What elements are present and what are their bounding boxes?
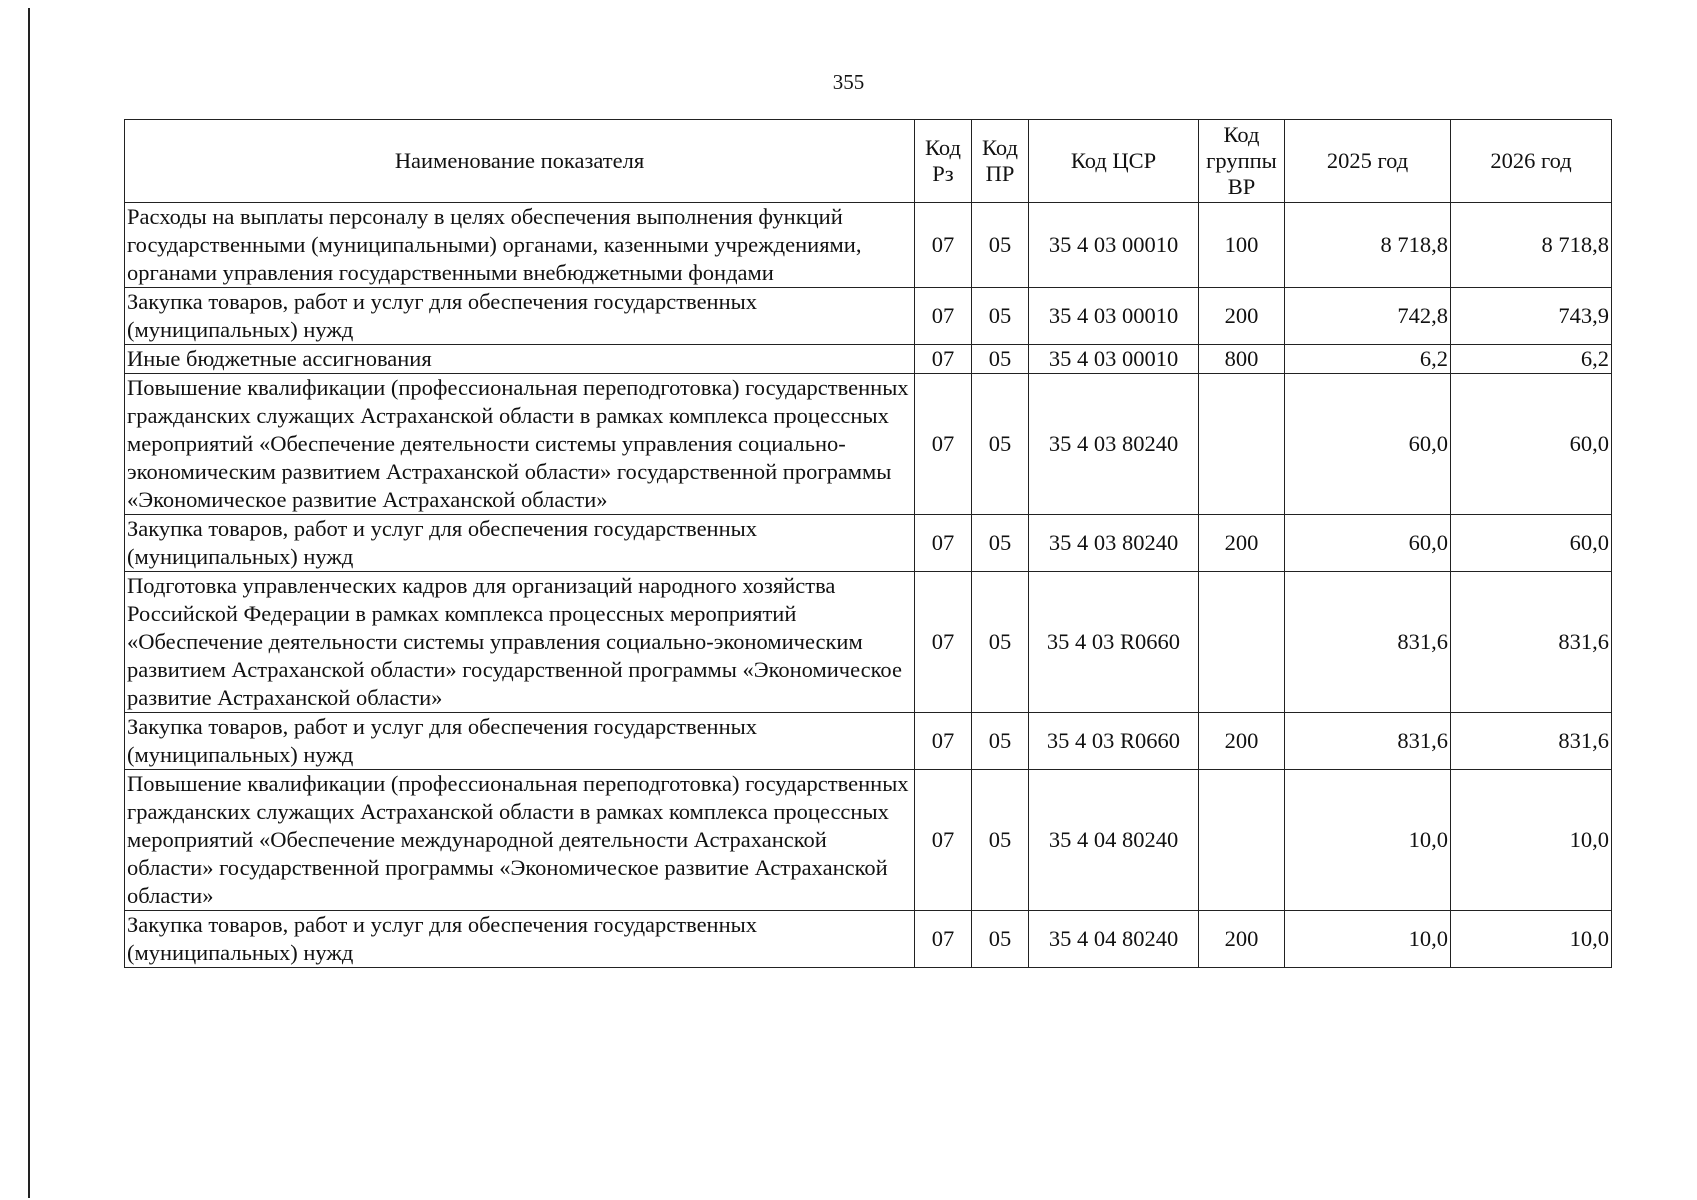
left-margin-rule — [28, 8, 30, 1198]
row-2025: 10,0 — [1285, 911, 1451, 968]
row-2026: 6,2 — [1451, 345, 1612, 374]
header-name: Наименование показателя — [125, 120, 915, 203]
row-pr: 05 — [972, 911, 1029, 968]
row-csr: 35 4 03 80240 — [1029, 374, 1199, 515]
row-csr: 35 4 03 R0660 — [1029, 572, 1199, 713]
row-rz: 07 — [915, 515, 972, 572]
row-pr: 05 — [972, 288, 1029, 345]
row-2025: 60,0 — [1285, 515, 1451, 572]
table-row — [125, 770, 1612, 911]
row-2026: 8 718,8 — [1451, 203, 1612, 288]
table-row — [125, 374, 1612, 515]
row-name: Закупка товаров, работ и услуг для обеспечения государственных (муниципальных) нужд — [125, 515, 915, 572]
row-2025: 10,0 — [1285, 770, 1451, 911]
row-vr: 800 — [1199, 345, 1285, 374]
header-pr: Код ПР — [972, 120, 1029, 203]
table-header-row — [125, 120, 1612, 203]
row-rz: 07 — [915, 713, 972, 770]
row-name: Расходы на выплаты персоналу в целях обеспечения выполнения функций государственными (муниципальными) органами, казенными учреждениями, органами управления государственными внебюджетными фондами — [125, 203, 915, 288]
row-csr: 35 4 03 80240 — [1029, 515, 1199, 572]
table-row — [125, 345, 1612, 374]
table-row — [125, 572, 1612, 713]
row-vr: 200 — [1199, 713, 1285, 770]
row-name: Повышение квалификации (профессиональная переподготовка) государственных гражданских служащих Астраханской области в рамках комплекса процессных мероприятий «Обеспечение международной деятельности Астраханской области» государственной программы «Экономическое развитие Астраханской области» — [125, 770, 915, 911]
row-2026: 60,0 — [1451, 515, 1612, 572]
row-rz: 07 — [915, 911, 972, 968]
table-row — [125, 288, 1612, 345]
row-vr: 100 — [1199, 203, 1285, 288]
row-2025: 8 718,8 — [1285, 203, 1451, 288]
row-csr: 35 4 04 80240 — [1029, 911, 1199, 968]
row-vr — [1199, 770, 1285, 911]
row-2026: 831,6 — [1451, 572, 1612, 713]
row-2026: 10,0 — [1451, 911, 1612, 968]
row-name: Закупка товаров, работ и услуг для обеспечения государственных (муниципальных) нужд — [125, 713, 915, 770]
row-rz: 07 — [915, 374, 972, 515]
row-2025: 742,8 — [1285, 288, 1451, 345]
row-csr: 35 4 03 R0660 — [1029, 713, 1199, 770]
page-number: 355 — [832, 70, 865, 94]
row-2025: 831,6 — [1285, 572, 1451, 713]
row-name: Закупка товаров, работ и услуг для обеспечения государственных (муниципальных) нужд — [125, 288, 915, 345]
table-row — [125, 203, 1612, 288]
header-2026: 2026 год — [1451, 120, 1612, 203]
row-csr: 35 4 03 00010 — [1029, 203, 1199, 288]
table-row — [125, 713, 1612, 770]
row-name: Подготовка управленческих кадров для организаций народного хозяйства Российской Федерации в рамках комплекса процессных мероприятий «Обеспечение деятельности системы управления социально-экономическим развитием Астраханской области» государственной программы «Экономическое развитие Астраханской области» — [125, 572, 915, 713]
row-csr: 35 4 03 00010 — [1029, 288, 1199, 345]
row-2025: 831,6 — [1285, 713, 1451, 770]
row-rz: 07 — [915, 288, 972, 345]
row-pr: 05 — [972, 770, 1029, 911]
row-pr: 05 — [972, 713, 1029, 770]
row-pr: 05 — [972, 374, 1029, 515]
row-vr: 200 — [1199, 911, 1285, 968]
table-row — [125, 911, 1612, 968]
row-vr: 200 — [1199, 288, 1285, 345]
budget-table — [124, 119, 1612, 968]
header-2025: 2025 год — [1285, 120, 1451, 203]
row-2026: 60,0 — [1451, 374, 1612, 515]
row-rz: 07 — [915, 770, 972, 911]
row-2026: 10,0 — [1451, 770, 1612, 911]
row-csr: 35 4 04 80240 — [1029, 770, 1199, 911]
row-vr: 200 — [1199, 515, 1285, 572]
row-rz: 07 — [915, 572, 972, 713]
row-2026: 831,6 — [1451, 713, 1612, 770]
header-rz: Код Рз — [915, 120, 972, 203]
header-csr: Код ЦСР — [1029, 120, 1199, 203]
row-csr: 35 4 03 00010 — [1029, 345, 1199, 374]
row-name: Повышение квалификации (профессиональная переподготовка) государственных гражданских служащих Астраханской области в рамках комплекса процессных мероприятий «Обеспечение деятельности системы управления социально-экономическим развитием Астраханской области» государственной программы «Экономическое развитие Астраханской области» — [125, 374, 915, 515]
row-vr — [1199, 572, 1285, 713]
row-name: Иные бюджетные ассигнования — [125, 345, 915, 374]
table-row — [125, 515, 1612, 572]
row-2025: 60,0 — [1285, 374, 1451, 515]
row-pr: 05 — [972, 515, 1029, 572]
header-vr: Код группы ВР — [1199, 120, 1285, 203]
row-rz: 07 — [915, 203, 972, 288]
row-pr: 05 — [972, 572, 1029, 713]
row-2026: 743,9 — [1451, 288, 1612, 345]
row-pr: 05 — [972, 203, 1029, 288]
row-name: Закупка товаров, работ и услуг для обеспечения государственных (муниципальных) нужд — [125, 911, 915, 968]
row-pr: 05 — [972, 345, 1029, 374]
row-vr — [1199, 374, 1285, 515]
row-2025: 6,2 — [1285, 345, 1451, 374]
row-rz: 07 — [915, 345, 972, 374]
